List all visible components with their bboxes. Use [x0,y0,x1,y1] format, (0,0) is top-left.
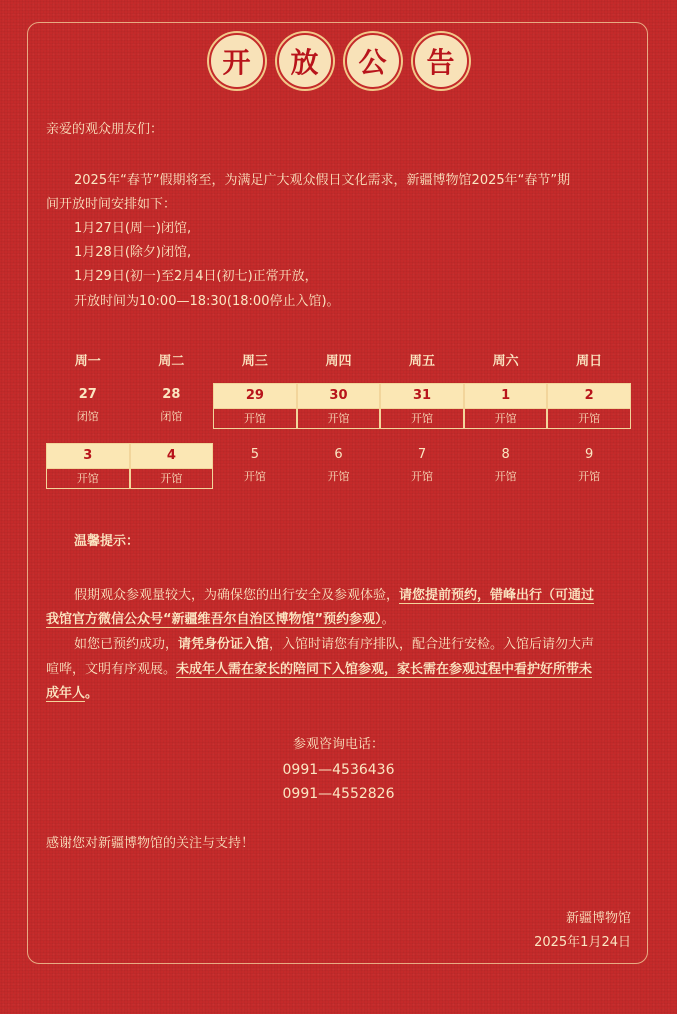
calendar-day-status: 开馆 [494,470,517,483]
calendar-day-cell [464,383,548,429]
calendar-day-number: 1 [465,384,547,409]
weekday-label: 周六 [492,354,519,369]
calendar-day-cell [297,443,381,489]
tip-emphasis: 请您提前预约，错峰出行（可通过 [399,588,595,603]
calendar-day-status: 开馆 [578,470,601,483]
calendar-day-number: 5 [250,447,260,462]
weekday-label: 周三 [241,354,268,369]
calendar-day-cell [380,383,464,429]
calendar-day-status: 开馆 [411,470,434,483]
calendar-day-status: 开馆 [411,412,434,425]
title-char: 放 [277,33,333,89]
calendar-day-cell [380,443,464,489]
calendar-day-cell [464,443,548,489]
calendar-day-status: 开馆 [494,412,517,425]
intro-line: 间开放时间安排如下： [46,197,177,212]
calendar-day-number: 27 [78,387,97,402]
calendar-day-number: 2 [548,384,630,409]
contact-label: 参观咨询电话： [292,737,384,752]
calendar-day-number: 8 [501,447,510,462]
calendar-day-number: 28 [162,387,181,402]
calendar-week-row [46,443,631,489]
calendar-day-cell [213,443,297,489]
tip-text: 。 [85,686,99,701]
calendar-day-number: 7 [417,447,427,462]
calendar-weekday-header [46,350,631,374]
tip-text: 如您已预约成功， [74,637,179,652]
calendar-day-cell [46,383,130,429]
tip-emphasis: 成年人 [46,686,86,701]
tip-text: 喧哗，文明有序观展。 [46,662,177,677]
title-char: 公 [345,33,401,89]
calendar-day-status: 闭馆 [160,410,183,423]
calendar-day-status: 开馆 [327,412,350,425]
calendar-day-status: 闭馆 [76,410,99,423]
thanks-line: 感谢您对新疆博物馆的关注与支持！ [46,836,255,851]
schedule-line: 1月29日(初一)至2月4日(初七)正常开放， [74,269,318,284]
tip-text: 。 [381,612,395,627]
intro-line: 2025年“春节”假期将至，为满足广大观众假日文化需求，新疆博物馆2025年“春节”期 [74,173,571,188]
calendar-day-cell [547,383,631,429]
calendar-day-number: 6 [334,447,343,462]
calendar-day-number: 9 [585,447,594,462]
calendar-day-status: 开馆 [327,470,350,483]
schedule-line: 1月28日(除夕)闭馆, [74,245,192,260]
calendar-day-number: 4 [131,444,213,469]
calendar-day-number: 29 [214,384,296,409]
tip2-line [46,682,98,706]
tip-emphasis: 我馆官方微信公众号“新疆维吾尔自治区博物馆”预约参观） [46,612,382,627]
notice-date: 2025年1月24日 [534,935,631,950]
weekday-label: 周五 [409,354,436,369]
tip-emphasis: 未成年人需在家长的陪同下入馆参观，家长需在参观过程中看护好所带未 [176,662,593,677]
tip2-line [46,658,592,682]
calendar-day-number: 3 [47,444,129,469]
title-char: 开 [209,33,265,89]
calendar-day-number: 31 [381,384,463,409]
calendar-day-status: 开馆 [578,412,601,425]
greeting: 亲爱的观众朋友们： [46,122,164,137]
schedule-line: 开放时间为10:00—18:30(18:00停止入馆)。 [74,294,340,309]
tip1-line [46,608,395,632]
schedule-line: 1月27日(周一)闭馆, [74,221,192,236]
calendar-day-status: 开馆 [243,412,266,425]
weekday-label: 周日 [576,354,603,369]
tip-text: ，入馆时请您有序排队，配合进行安检。入馆后请勿大声 [269,637,595,652]
phone-number: 0991—4552826 [282,786,395,802]
phone-number: 0991—4536436 [282,762,395,778]
weekday-label: 周四 [325,354,352,369]
calendar-week-row [46,383,631,429]
calendar-day-cell [297,383,381,429]
notice-frame [27,22,648,964]
calendar-day-cell [130,383,214,429]
tips-title: 温馨提示： [74,534,140,549]
calendar-day-cell [130,443,214,489]
weekday-label: 周二 [158,354,185,369]
tip-text: 假期观众参观量较大，为确保您的出行安全及参观体验， [74,588,400,603]
notice-title [0,33,677,89]
calendar-day-status: 开馆 [76,472,99,485]
calendar-day-cell [46,443,130,489]
weekday-label: 周一 [74,354,101,369]
tip-emphasis: 请凭身份证入馆 [178,637,270,652]
calendar-day-cell [213,383,297,429]
tip2-line [74,633,594,657]
tip1-line [74,584,594,608]
calendar-day-status: 开馆 [160,472,183,485]
calendar-day-cell [547,443,631,489]
title-char: 告 [413,33,469,89]
calendar-day-number: 30 [298,384,380,409]
calendar-day-status: 开馆 [243,470,266,483]
signature: 新疆博物馆 [565,911,631,926]
